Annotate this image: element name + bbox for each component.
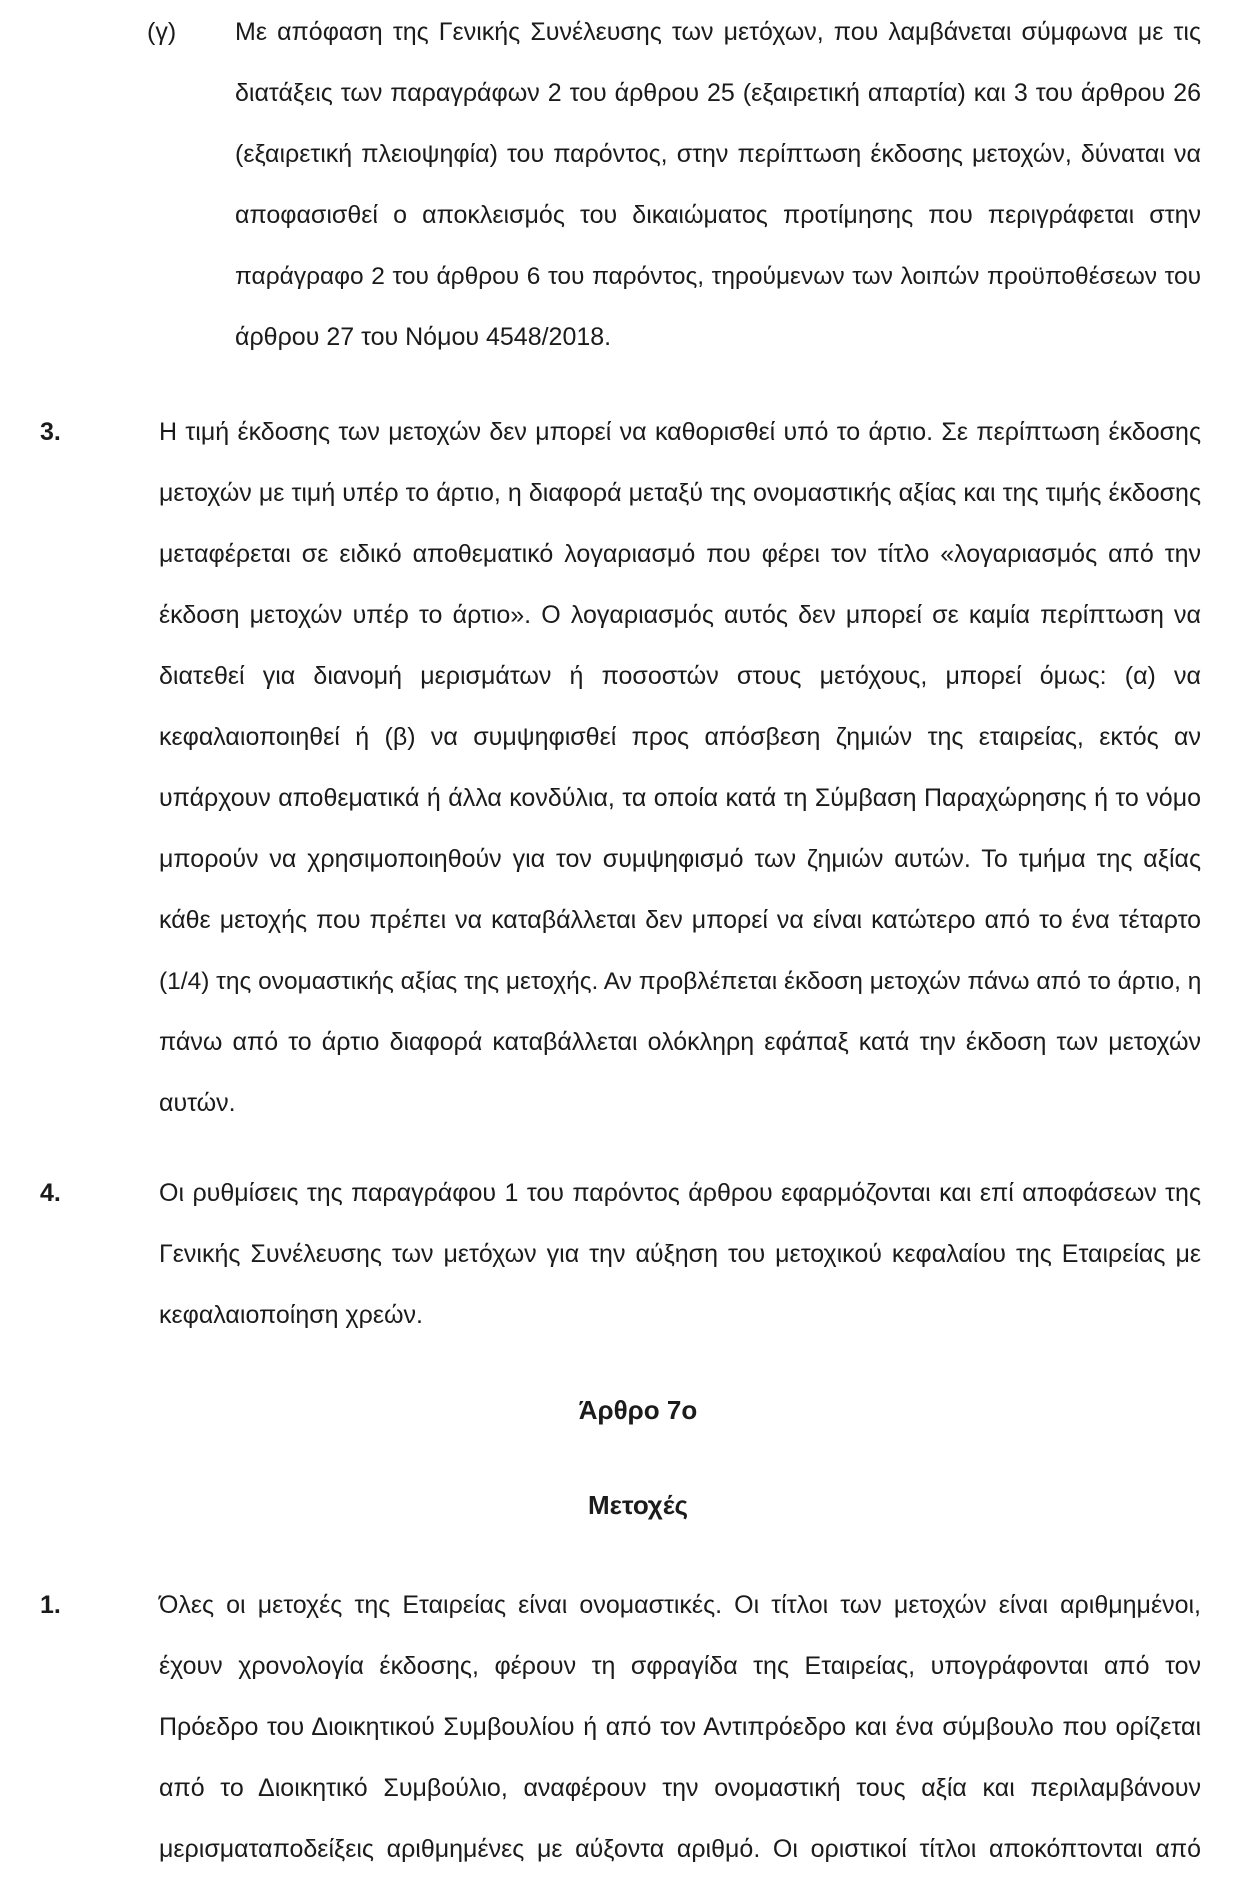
- text-line: Όλες οι μετοχές της Εταιρείας είναι ονομαστικές. Οι τίτλοι των μετοχών είναι αριθμημένοι,: [159, 1591, 1201, 1619]
- text-line: υπάρχουν αποθεματικά ή άλλα κονδύλια, τα οποία κατά τη Σύμβαση Παραχώρησης ή το νόμο: [159, 784, 1201, 812]
- text-line: (1/4) της ονομαστικής αξίας της μετοχής. Αν προβλέπεται έκδοση μετοχών πάνω από το άρτιο, η: [159, 968, 1202, 995]
- text-line: κεφαλαιοποίηση χρεών.: [159, 1301, 423, 1329]
- paragraph-3-number: 3.: [40, 418, 61, 446]
- article-heading: Άρθρο 7ο: [578, 1395, 698, 1425]
- text-line: αυτών.: [159, 1089, 236, 1117]
- sub-item-g-label: (γ): [147, 18, 177, 46]
- text-line: μεταφέρεται σε ειδικό αποθεματικό λογαριασμό που φέρει τον τίτλο «λογαριασμός από την: [159, 540, 1201, 568]
- paragraph-4-number: 4.: [40, 1179, 61, 1207]
- text-line: κάθε μετοχής που πρέπει να καταβάλλεται δεν μπορεί να είναι κατώτερο από το ένα τέταρτο: [159, 906, 1201, 934]
- text-line: Γενικής Συνέλευσης των μετόχων για την αύξηση του μετοχικού κεφαλαίου της Εταιρείας με: [159, 1240, 1201, 1268]
- text-line: Με απόφαση της Γενικής Συνέλευσης των μετόχων, που λαμβάνεται σύμφωνα με τις: [235, 18, 1201, 46]
- text-line: έχουν χρονολογία έκδοσης, φέρουν τη σφραγίδα της Εταιρείας, υπογράφονται από τον: [159, 1652, 1201, 1680]
- text-line: διατεθεί για διανομή μερισμάτων ή ποσοστών στους μετόχους, μπορεί όμως: (α) να: [159, 662, 1201, 690]
- text-line: μπορούν να χρησιμοποιηθούν για τον συμψηφισμό των ζημιών αυτών. Το τμήμα της αξίας: [159, 845, 1201, 873]
- text-line: (εξαιρετική πλειοψηφία) του παρόντος, στην περίπτωση έκδοσης μετοχών, δύναται να: [235, 140, 1201, 168]
- text-line: από το Διοικητικό Συμβούλιο, αναφέρουν την ονομαστική τους αξία και περιλαμβάνουν: [159, 1774, 1201, 1802]
- text-line: διατάξεις των παραγράφων 2 του άρθρου 25 (εξαιρετική απαρτία) και 3 του άρθρου 26: [235, 79, 1201, 107]
- sub-item-g-text: [235, 2, 1201, 368]
- paragraph-1-text: [159, 1575, 1201, 1880]
- text-line: Οι ρυθμίσεις της παραγράφου 1 του παρόντος άρθρου εφαρμόζονται και επί αποφάσεων της: [159, 1179, 1201, 1207]
- text-line: παράγραφο 2 του άρθρου 6 του παρόντος, τηρούμενων των λοιπών προϋποθέσεων του: [235, 263, 1201, 290]
- text-line: αποφασισθεί ο αποκλεισμός του δικαιώματος προτίμησης που περιγράφεται στην: [235, 201, 1201, 229]
- paragraph-4-text: [159, 1163, 1201, 1346]
- text-line: Η τιμή έκδοσης των μετοχών δεν μπορεί να καθορισθεί υπό το άρτιο. Σε περίπτωση έκδοσης: [159, 418, 1201, 446]
- text-line: Πρόεδρο του Διοικητικού Συμβουλίου ή από τον Αντιπρόεδρο και ένα σύμβουλο που ορίζεται: [159, 1713, 1201, 1741]
- text-line: έκδοση μετοχών υπέρ το άρτιο». Ο λογαριασμός αυτός δεν μπορεί σε καμία περίπτωση να: [159, 601, 1201, 629]
- paragraph-3-text: [159, 402, 1201, 1134]
- text-line: μερισματαποδείξεις αριθμημένες με αύξοντα αριθμό. Οι οριστικοί τίτλοι αποκόπτονται από: [159, 1835, 1201, 1863]
- text-line: άρθρου 27 του Νόμου 4548/2018.: [235, 323, 612, 351]
- text-line: πάνω από το άρτιο διαφορά καταβάλλεται ολόκληρη εφάπαξ κατά την έκδοση των μετοχών: [159, 1028, 1201, 1056]
- article-title: Μετοχές: [587, 1490, 689, 1520]
- text-line: μετοχών με τιμή υπέρ το άρτιο, η διαφορά μεταξύ της ονομαστικής αξίας και της τιμής έκδοσης: [159, 479, 1201, 507]
- text-line: κεφαλαιοποιηθεί ή (β) να συμψηφισθεί προς απόσβεση ζημιών της εταιρείας, εκτός αν: [159, 723, 1201, 751]
- paragraph-1-number: 1.: [40, 1591, 61, 1619]
